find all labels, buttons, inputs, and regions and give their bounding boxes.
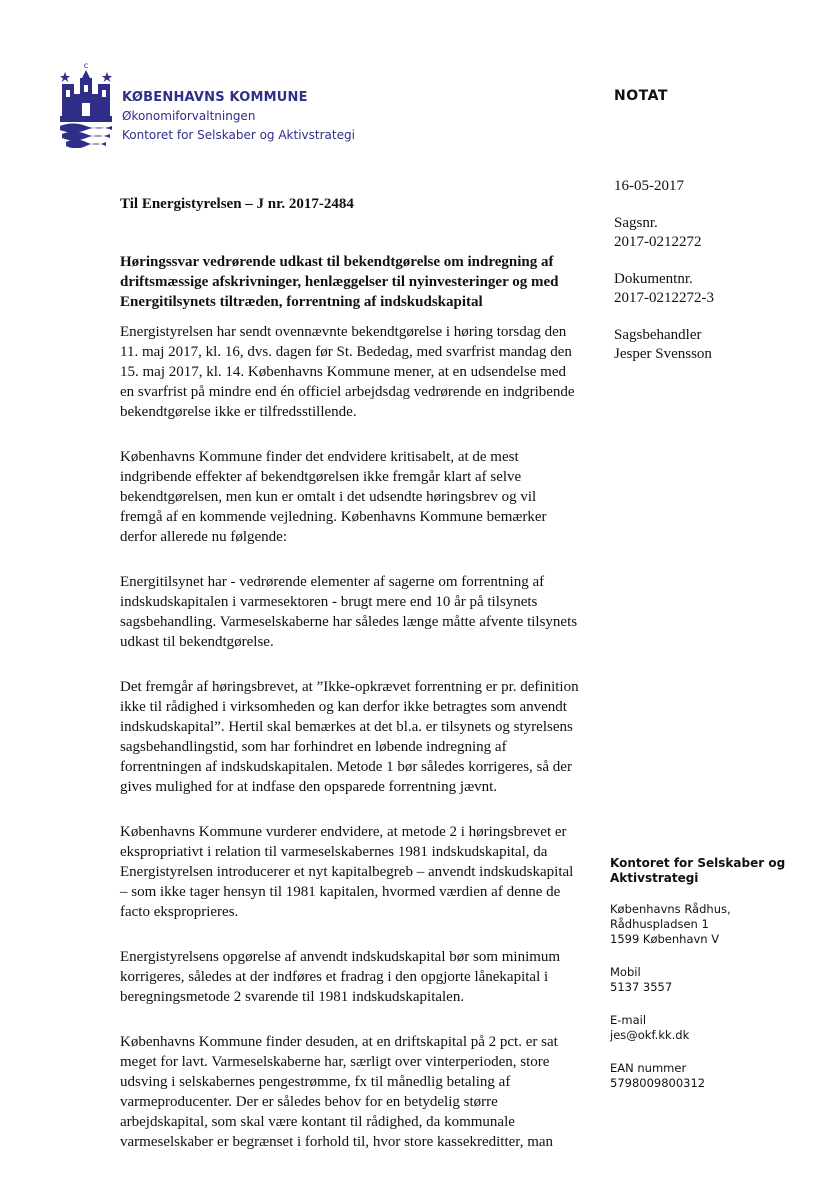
- address-line: Rådhuspladsen 1: [610, 917, 709, 931]
- email-address[interactable]: jes@okf.kk.dk: [610, 1028, 690, 1042]
- case-number-label: Sagsnr.: [614, 215, 658, 231]
- document-number-label: Dokumentnr.: [614, 271, 693, 287]
- contact-department: Kontoret for Selskaber og Aktivstrategi: [610, 856, 786, 885]
- memo-body: [120, 322, 582, 1177]
- ean-number: 5798009800312: [610, 1076, 706, 1090]
- subject-heading: Høringssvar vedrørende udkast til bekendtgørelse om indregning af driftsmæssige afskrivninger, henlæggelser til nyinvesteringer og med Energitilsynets tiltræden, forrentning af indskudskapital: [120, 254, 559, 310]
- recipient-line: Til Energistyrelsen – J nr. 2017-2484: [120, 196, 354, 212]
- case-handler-label: Sagsbehandler: [614, 327, 702, 343]
- body-paragraph: Energistyrelsens opgørelse af anvendt indskudskapital bør som minimum korrigeres, således at der indføres et fradrag i den opgjorte lånekapital i beregningsmetode 2 svarende til 1981 indskudskapitalen.: [120, 949, 561, 1005]
- copenhagen-coat-of-arms-icon: [60, 60, 112, 148]
- document-number-block: [614, 270, 714, 308]
- mobile-number: 5137 3557: [610, 980, 673, 994]
- case-handler: Jesper Svensson: [614, 346, 712, 362]
- address-line: 1599 København V: [610, 932, 720, 946]
- case-number-block: [614, 214, 702, 252]
- office-name: Kontoret for Selskaber og Aktivstrategi: [122, 128, 355, 142]
- contact-ean: [610, 1061, 810, 1091]
- body-paragraph: Københavns Kommune finder desuden, at en driftskapital på 2 pct. er sat meget for lavt. Varmeselskaberne har, særligt over vinterperioden, store udsving i selskabernes pengestrømme, fx til månedlig betaling af varmeproducenter. Der er således behov for en betydelig større arbejdskapital, som skal være kontant til rådighed, da kommunale varmeselskaber er begrænset i forhold til, hvor store kassekreditter, man: [120, 1034, 558, 1150]
- contact-mobile: [610, 965, 810, 995]
- org-name: KØBENHAVNS KOMMUNE: [122, 90, 308, 105]
- ean-label: EAN nummer: [610, 1061, 687, 1075]
- case-handler-block: [614, 326, 712, 364]
- document-date: 16-05-2017: [614, 178, 684, 194]
- mobile-label: Mobil: [610, 965, 641, 979]
- document-number: 2017-0212272-3: [614, 290, 714, 306]
- body-paragraph: Københavns Kommune vurderer endvidere, at metode 2 i høringsbrevet er ekspropriativt i relation til varmeselskabernes 1981 indskudskapital, da Energistyrelsen introducerer et nyt kapitalbegreb – anvendt indskudskapital – som ikke tager hensyn til 1981 kapitalen, hvormed værdien af denne de facto eksproprieres.: [120, 824, 574, 920]
- body-paragraph: Energitilsynet har - vedrørende elementer af sagerne om forrentning af indskudskapitalen i varmesektoren - brugt mere end 10 år på tilsynets sagsbehandling. Varmeselskaberne har således længe måtte afvente tilsynets udkast til bekendtgørelse.: [120, 574, 578, 650]
- organisation-header: [122, 88, 355, 145]
- body-paragraph: Energistyrelsen har sendt ovennævnte bekendtgørelse i høring torsdag den 11. maj 2017, kl. 16, dvs. dagen før St. Bededag, med svarfrist mandag den 15. maj 2017, kl. 14. Københavns Kommune mener, at en udsendelse med en svarfrist på mindre end én officiel arbejdsdag vedrørende en indgribende bekendtgørelse ikke er tilfredsstillende.: [120, 324, 575, 420]
- svg-text:c: c: [83, 61, 89, 70]
- body-paragraph: Københavns Kommune finder det endvidere kritisabelt, at de mest indgribende effekter af bekendtgørelsen ikke fremgår klart af selve bekendtgørelsen, men kun er omtalt i det udsendte høringsbrev og vil fremgå af en kommende vejledning. Københavns Kommune bemærker derfor allerede nu følgende:: [120, 449, 547, 545]
- contact-email: [610, 1013, 810, 1043]
- address-line: Københavns Rådhus,: [610, 902, 731, 916]
- document-type: NOTAT: [614, 88, 668, 104]
- body-paragraph: Det fremgår af høringsbrevet, at ”Ikke-opkrævet forrentning er pr. definition ikke til rådighed i virksomheden og kan derfor ikke betragtes som anvendt indskudskapital”. Hertil skal bemærkes at det bl.a. er tilsynets og styrelsens sagsbehandlingstid, som har forhindret en løbende indregning af forrentningen af indskudskapitalen. Metode 1 bør således korrigeres, så der gives mulighed for at indfase den opsparede forrentning jævnt.: [120, 679, 579, 795]
- case-number: 2017-0212272: [614, 234, 702, 250]
- email-label: E-mail: [610, 1013, 647, 1027]
- contact-sidebar: [610, 856, 810, 1109]
- contact-address: [610, 902, 810, 947]
- administration-name: Økonomiforvaltningen: [122, 109, 256, 123]
